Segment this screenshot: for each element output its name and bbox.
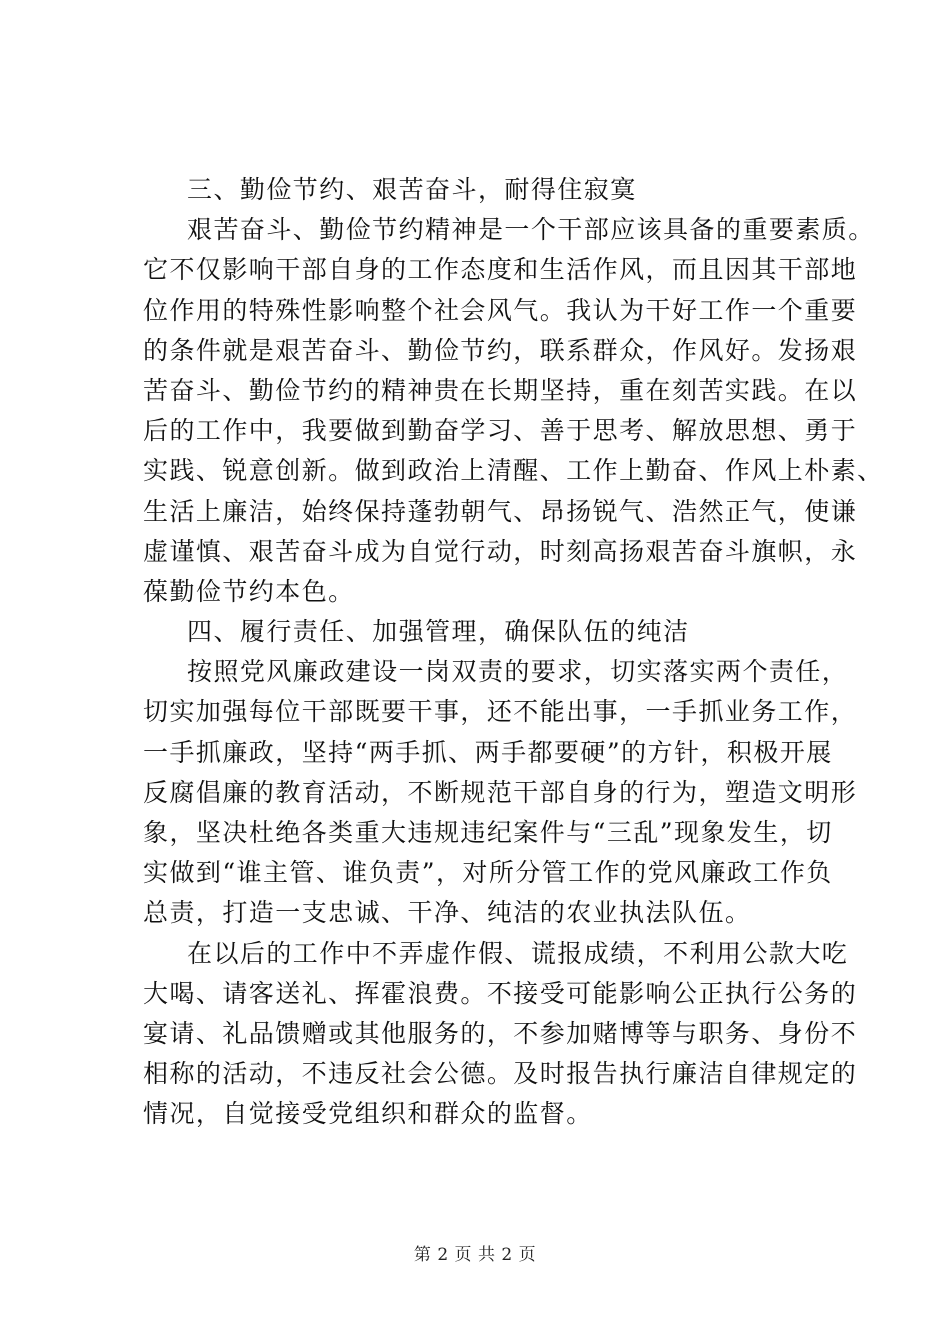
text-line: 它不仅影响干部自身的工作态度和生活作风，而且因其干部地 xyxy=(143,255,858,285)
text-line: 按照党风廉政建设一岗双责的要求，切实落实两个责任， xyxy=(187,657,849,687)
text-line: 生活上廉洁，始终保持蓬勃朝气、昂扬锐气、浩然正气，使谦 xyxy=(143,496,858,526)
text-line: 苦奋斗、勤俭节约的精神贵在长期坚持，重在刻苦实践。在以 xyxy=(143,375,858,405)
text-line: 四、履行责任、加强管理，确保队伍的纯洁 xyxy=(187,617,690,647)
text-line: 象，坚决杜绝各类重大违规违纪案件与“三乱”现象发生，切 xyxy=(143,818,833,847)
text-line: 宴请、礼品馈赠或其他服务的，不参加赌博等与职务、身份不 xyxy=(143,1018,858,1048)
text-line: 实做到“谁主管、谁负责”，对所分管工作的党风廉政工作负 xyxy=(143,858,833,888)
text-line: 后的工作中，我要做到勤奋学习、善于思考、解放思想、勇于 xyxy=(143,416,858,446)
text-line: 的条件就是艰苦奋斗、勤俭节约，联系群众，作风好。发扬艰 xyxy=(143,335,858,365)
text-line: 反腐倡廉的教育活动，不断规范干部自身的行为，塑造文明形 xyxy=(143,777,858,807)
text-line: 艰苦奋斗、勤俭节约精神是一个干部应该具备的重要素质。 xyxy=(187,215,875,245)
text-line: 三、勤俭节约、艰苦奋斗，耐得住寂寞 xyxy=(187,175,637,204)
text-line: 实践、锐意创新。做到政治上清醒、工作上勤奋、作风上朴素、 xyxy=(143,456,884,486)
text-line: 切实加强每位干部既要干事，还不能出事，一手抓业务工作， xyxy=(143,697,858,727)
text-line: 情况，自觉接受党组织和群众的监督。 xyxy=(143,1099,593,1129)
document-body xyxy=(143,170,884,1135)
text-line: 在以后的工作中不弄虚作假、谎报成绩，不利用公款大吃 xyxy=(187,938,849,968)
page-footer: 第 2 页 共 2 页 xyxy=(413,1245,537,1265)
text-line: 相称的活动，不违反社会公德。及时报告执行廉洁自律规定的 xyxy=(143,1059,858,1089)
text-line: 虚谨慎、艰苦奋斗成为自觉行动，时刻高扬艰苦奋斗旗帜，永 xyxy=(143,536,858,566)
text-line: 葆勤俭节约本色。 xyxy=(143,576,355,606)
text-line: 位作用的特殊性影响整个社会风气。我认为干好工作一个重要 xyxy=(143,295,858,325)
text-line: 一手抓廉政，坚持“两手抓、两手都要硬”的方针，积极开展 xyxy=(143,737,833,767)
text-line: 总责，打造一支忠诚、干净、纯洁的农业执法队伍。 xyxy=(143,898,752,928)
text-line: 大喝、请客送礼、挥霍浪费。不接受可能影响公正执行公务的 xyxy=(143,978,858,1008)
